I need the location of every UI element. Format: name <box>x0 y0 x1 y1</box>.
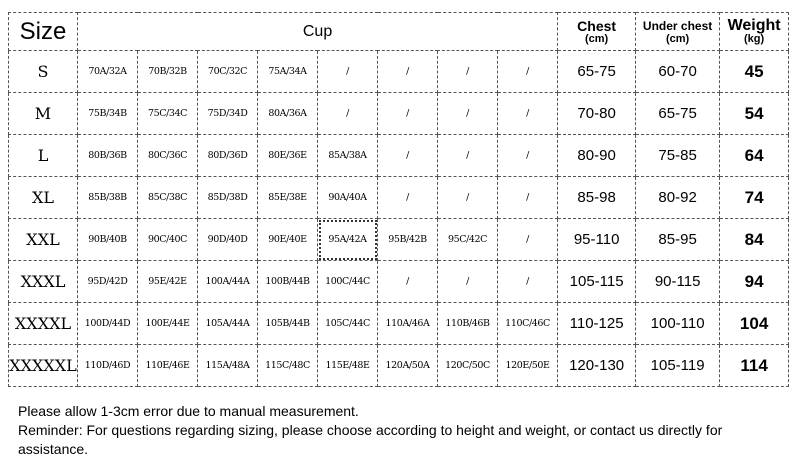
reminder-note: Reminder: For questions regarding sizing, please choose according to height and weight, or contact us directly for assistance. <box>18 422 723 457</box>
cup-cell: / <box>498 177 558 219</box>
cup-cell: 70B/32B <box>138 51 198 93</box>
chest-cell: 110-125 <box>558 303 636 345</box>
weight-cell: 104 <box>720 303 789 345</box>
size-cell: XXXL <box>9 261 78 303</box>
under-chest-cell: 60-70 <box>636 51 720 93</box>
cup-cell: 80E/36E <box>258 135 318 177</box>
cup-cell: 100A/44A <box>198 261 258 303</box>
cup-cell: 95D/42D <box>78 261 138 303</box>
cup-cell: 80C/36C <box>138 135 198 177</box>
cup-cell: / <box>378 93 438 135</box>
under-chest-cell: 65-75 <box>636 93 720 135</box>
cup-cell: 70C/32C <box>198 51 258 93</box>
table-row <box>9 261 789 303</box>
cup-cell: / <box>498 135 558 177</box>
cup-cell: 75D/34D <box>198 93 258 135</box>
cup-cell: 90C/40C <box>138 219 198 261</box>
cup-cell: 100B/44B <box>258 261 318 303</box>
cup-cell: 85C/38C <box>138 177 198 219</box>
cup-cell: 95B/42B <box>378 219 438 261</box>
cup-cell: 90D/40D <box>198 219 258 261</box>
header-chest-unit: (cm) <box>584 32 609 45</box>
cup-cell: 120C/50C <box>438 345 498 387</box>
chest-cell: 120-130 <box>558 345 636 387</box>
cup-cell: 120A/50A <box>378 345 438 387</box>
cup-cell: 110D/46D <box>78 345 138 387</box>
cup-cell: 110E/46E <box>138 345 198 387</box>
weight-cell: 84 <box>720 219 789 261</box>
cup-cell: / <box>378 177 438 219</box>
cup-cell: 75B/34B <box>78 93 138 135</box>
cup-cell: 115C/48C <box>258 345 318 387</box>
weight-cell: 54 <box>720 93 789 135</box>
cup-cell: 90B/40B <box>78 219 138 261</box>
weight-cell: 64 <box>720 135 789 177</box>
chest-cell: 80-90 <box>558 135 636 177</box>
weight-cell: 114 <box>720 345 789 387</box>
table-row <box>9 345 789 387</box>
header-chest <box>558 13 636 51</box>
table-row <box>9 135 789 177</box>
cup-cell: 115E/48E <box>318 345 378 387</box>
size-cell: M <box>9 93 78 135</box>
cup-cell: 100D/44D <box>78 303 138 345</box>
cup-cell: 85D/38D <box>198 177 258 219</box>
cup-cell: / <box>498 93 558 135</box>
table-row <box>9 303 789 345</box>
under-chest-cell: 75-85 <box>636 135 720 177</box>
weight-cell: 74 <box>720 177 789 219</box>
size-cell: L <box>9 135 78 177</box>
cup-cell: 105C/44C <box>318 303 378 345</box>
cup-cell: 100E/44E <box>138 303 198 345</box>
cup-cell: / <box>498 261 558 303</box>
weight-cell: 45 <box>720 51 789 93</box>
header-under-chest-unit: (cm) <box>665 32 690 45</box>
table-row <box>9 219 789 261</box>
cup-cell: / <box>318 51 378 93</box>
cup-cell: 105A/44A <box>198 303 258 345</box>
cup-cell: 75A/34A <box>258 51 318 93</box>
header-weight <box>720 13 789 51</box>
cup-cell: 105B/44B <box>258 303 318 345</box>
size-cell: S <box>9 51 78 93</box>
under-chest-cell: 105-119 <box>636 345 720 387</box>
cup-cell: 110C/46C <box>498 303 558 345</box>
cup-cell: 85B/38B <box>78 177 138 219</box>
cup-cell: 110A/46A <box>378 303 438 345</box>
header-under-chest <box>636 13 720 51</box>
notes <box>18 402 793 459</box>
size-cell: XXXXL <box>9 303 78 345</box>
cup-cell: 95E/42E <box>138 261 198 303</box>
cup-cell: / <box>438 135 498 177</box>
size-cell: XL <box>9 177 78 219</box>
header-size: Size <box>9 13 78 51</box>
cup-cell: 85E/38E <box>258 177 318 219</box>
cup-cell: / <box>378 135 438 177</box>
cup-cell: / <box>438 51 498 93</box>
cup-cell: 80B/36B <box>78 135 138 177</box>
chest-cell: 65-75 <box>558 51 636 93</box>
under-chest-cell: 80-92 <box>636 177 720 219</box>
chest-cell: 105-115 <box>558 261 636 303</box>
cup-cell: 115A/48A <box>198 345 258 387</box>
header-weight-label: Weight <box>727 17 781 34</box>
cup-cell: 95C/42C <box>438 219 498 261</box>
cup-cell: / <box>498 51 558 93</box>
cup-cell: 80D/36D <box>198 135 258 177</box>
header-under-chest-label: Under chest <box>642 18 713 33</box>
cup-cell: 70A/32A <box>78 51 138 93</box>
chest-cell: 85-98 <box>558 177 636 219</box>
header-weight-unit: (kg) <box>744 33 765 45</box>
cup-cell: / <box>438 261 498 303</box>
cup-cell: / <box>318 93 378 135</box>
chest-cell: 70-80 <box>558 93 636 135</box>
size-rows <box>9 51 789 387</box>
cup-cell: 100C/44C <box>318 261 378 303</box>
size-cell: XXL <box>9 219 78 261</box>
table-row <box>9 93 789 135</box>
cup-cell: 110B/46B <box>438 303 498 345</box>
table-row <box>9 177 789 219</box>
cup-cell: 85A/38A <box>318 135 378 177</box>
under-chest-cell: 85-95 <box>636 219 720 261</box>
cup-cell: 90A/40A <box>318 177 378 219</box>
cup-cell: / <box>498 219 558 261</box>
size-chart-table <box>8 12 789 387</box>
cup-cell: 90E/40E <box>258 219 318 261</box>
under-chest-cell: 100-110 <box>636 303 720 345</box>
cup-cell: 75C/34C <box>138 93 198 135</box>
table-row <box>9 51 789 93</box>
header-cup: Cup <box>78 13 558 51</box>
weight-cell: 94 <box>720 261 789 303</box>
header-chest-label: Chest <box>577 17 617 34</box>
cup-cell: 120E/50E <box>498 345 558 387</box>
cup-cell: 95A/42A <box>318 219 378 261</box>
chest-cell: 95-110 <box>558 219 636 261</box>
cup-cell: / <box>438 177 498 219</box>
header-row <box>9 13 789 51</box>
cup-cell: / <box>438 93 498 135</box>
size-cell: XXXXXL <box>9 345 78 387</box>
cup-cell: / <box>378 261 438 303</box>
measurement-note: Please allow 1-3cm error due to manual measurement. <box>18 403 359 419</box>
under-chest-cell: 90-115 <box>636 261 720 303</box>
cup-cell: / <box>378 51 438 93</box>
cup-cell: 80A/36A <box>258 93 318 135</box>
